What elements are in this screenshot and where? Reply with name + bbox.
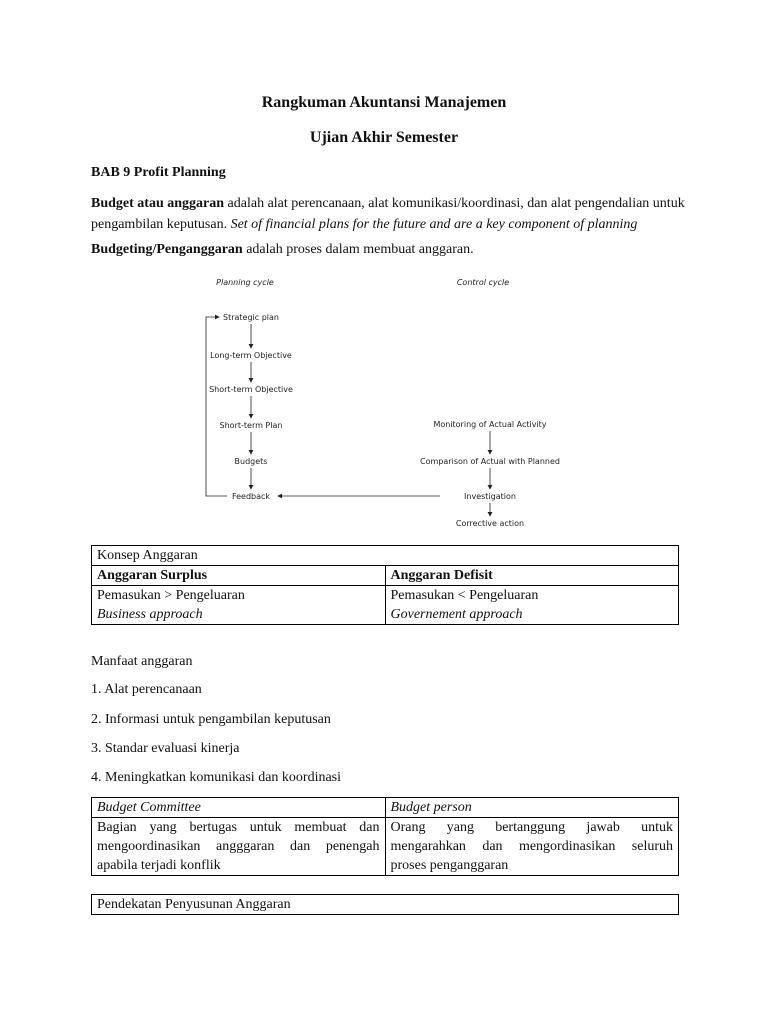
step-short-term-objective: Short-term Objective — [209, 385, 293, 394]
budget-cycle-diagram — [0, 270, 768, 535]
document-title: Rangkuman Akuntansi Manajemen — [261, 94, 507, 111]
budget-term: Budget atau anggaran — [91, 196, 225, 211]
surplus-formula: Pemasukan > Pengeluaran — [97, 588, 245, 603]
planning-cycle-label: Planning cycle — [216, 278, 274, 287]
pendekatan-table — [91, 894, 679, 915]
budget-definition — [91, 193, 691, 235]
surplus-approach: Business approach — [97, 607, 203, 622]
surplus-title: Anggaran Surplus — [92, 566, 386, 586]
pendekatan-header: Pendekatan Penyusunan Anggaran — [92, 895, 679, 915]
step-budgets: Budgets — [234, 457, 268, 466]
person-title: Budget person — [385, 798, 679, 818]
surplus-cell — [92, 586, 386, 625]
defisit-title: Anggaran Defisit — [385, 566, 679, 586]
manfaat-item-1: 1. Alat perencanaan — [91, 682, 202, 697]
committee-description: Bagian yang bertugas untuk membuat dan mengoordinasikan angggaran dan penengah apabila terjadi konflik — [92, 818, 386, 876]
step-feedback: Feedback — [231, 492, 271, 501]
manfaat-heading: Manfaat anggaran — [91, 654, 193, 669]
step-long-term-objective: Long-term Objective — [210, 351, 292, 360]
document-subtitle: Ujian Akhir Semester — [309, 129, 459, 146]
chapter-heading: BAB 9 Profit Planning — [91, 165, 226, 180]
defisit-formula: Pemasukan < Pengeluaran — [390, 588, 539, 603]
manfaat-item-4: 4. Meningkatkan komunikasi dan koordinasi — [91, 770, 342, 785]
budget-definition-english: Set of financial plans for the future and are a key component of planning — [230, 217, 638, 232]
step-investigation: Investigation — [464, 492, 516, 501]
budgeting-definition-text: adalah proses dalam membuat anggaran. — [242, 242, 474, 257]
step-corrective-action: Corrective action — [455, 519, 525, 528]
budget-definition-text: adalah alat perencanaan, alat komunikasi/koordinasi, dan alat pengendalian untuk pengambilan keputusan. — [91, 196, 685, 232]
manfaat-item-2: 2. Informasi untuk pengambilan keputusan — [91, 712, 331, 727]
arrow-feedback-loop — [206, 317, 227, 496]
committee-title: Budget Committee — [92, 798, 386, 818]
step-monitoring: Monitoring of Actual Activity — [433, 420, 547, 429]
step-comparison: Comparison of Actual with Planned — [420, 457, 560, 466]
budgeting-term: Budgeting/Penganggaran — [91, 242, 243, 257]
manfaat-item-3: 3. Standar evaluasi kinerja — [91, 741, 240, 756]
defisit-cell — [385, 586, 679, 625]
person-description: Orang yang bertanggung jawab untuk mengarahkan dan mengordinasikan seluruh proses penganggaran — [385, 818, 679, 876]
budgeting-definition — [91, 239, 691, 260]
step-short-term-plan: Short-term Plan — [219, 421, 283, 430]
konsep-header: Konsep Anggaran — [92, 546, 679, 566]
defisit-approach: Governement approach — [390, 607, 523, 622]
budget-committee-table — [91, 797, 679, 876]
control-cycle-label: Control cycle — [456, 278, 510, 287]
konsep-anggaran-table — [91, 545, 679, 625]
step-strategic-plan: Strategic plan — [223, 313, 279, 322]
